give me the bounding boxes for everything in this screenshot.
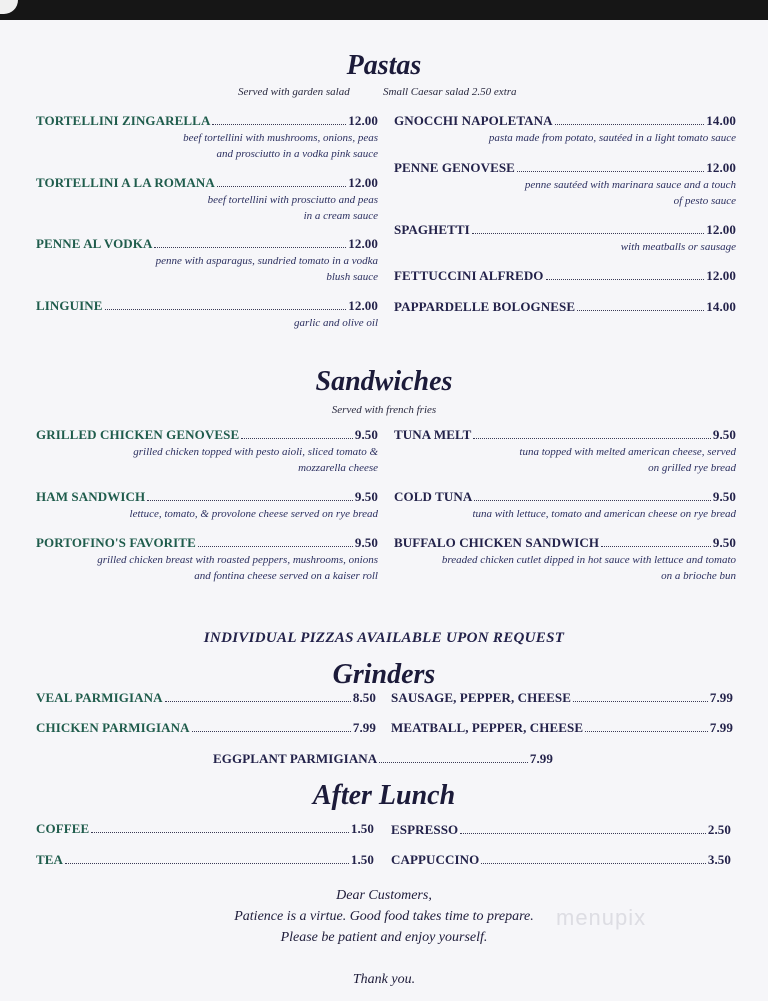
- sandwiches-title: Sandwiches: [315, 366, 453, 397]
- menu-item: [36, 489, 378, 522]
- pizza-banner: INDIVIDUAL PIZZAS AVAILABLE UPON REQUEST: [203, 630, 565, 646]
- item-description: grilled chicken topped with pesto aioli, sliced tomato & mozzarella cheese: [133, 446, 378, 474]
- item-name: TORTELLINI ZINGARELLA: [36, 113, 211, 128]
- item-name: TORTELLINI A LA ROMANA: [36, 175, 215, 190]
- menu-item: [36, 852, 374, 868]
- item-name: TEA: [36, 852, 64, 867]
- item-price: 12.00: [706, 222, 736, 237]
- item-price: 12.00: [706, 268, 736, 283]
- item-name: PORTOFINO'S FAVORITE: [36, 535, 196, 550]
- menu-item: [36, 720, 376, 736]
- menu-item: [391, 822, 731, 838]
- item-name: ESPRESSO: [391, 822, 459, 837]
- menu-item: [36, 175, 378, 224]
- item-description: breaded chicken cutlet dipped in hot sauce with lettuce and tomato on a brioche bun: [441, 554, 736, 582]
- menu-item: [394, 427, 736, 476]
- item-price: 9.50: [354, 427, 378, 442]
- menu-item: [394, 299, 736, 315]
- menu-item: [391, 720, 733, 736]
- item-name: PENNE GENOVESE: [394, 160, 515, 175]
- item-description: grilled chicken breast with roasted peppers, mushrooms, onions and fontina cheese served on a kaiser roll: [97, 554, 378, 582]
- item-name: SAUSAGE, PEPPER, CHEESE: [391, 690, 572, 705]
- top-border: [0, 0, 768, 20]
- item-name: CAPPUCCINO: [391, 852, 480, 867]
- menu-item: [391, 852, 731, 868]
- item-name: SPAGHETTI: [394, 222, 470, 237]
- item-name: GRILLED CHICKEN GENOVESE: [36, 427, 240, 442]
- item-price: 9.50: [712, 535, 736, 550]
- item-description: pasta made from potato, sautéed in a light tomato sauce: [488, 132, 736, 144]
- menu-item: [36, 298, 378, 331]
- note-patience: Patience is a virtue. Good food takes time to prepare.: [234, 909, 534, 924]
- menu-item: [213, 751, 553, 767]
- item-price: 2.50: [707, 822, 731, 837]
- menu-item: [391, 690, 733, 706]
- item-description: tuna with lettuce, tomato and american cheese on rye bread: [472, 508, 736, 520]
- item-price: 9.50: [354, 535, 378, 550]
- item-price: 12.00: [706, 160, 736, 175]
- menu-item: [36, 821, 374, 837]
- item-name: TUNA MELT: [394, 427, 472, 442]
- item-price: 14.00: [706, 299, 736, 314]
- item-name: MEATBALL, PEPPER, CHEESE: [391, 720, 584, 735]
- item-name: CHICKEN PARMIGIANA: [36, 720, 190, 735]
- item-name: GNOCCHI NAPOLETANA: [394, 113, 553, 128]
- item-price: 1.50: [350, 821, 374, 836]
- item-name: EGGPLANT PARMIGIANA: [213, 751, 378, 766]
- menu-item: [394, 535, 736, 584]
- after-lunch-title: After Lunch: [312, 780, 456, 811]
- item-name: FETTUCCINI ALFREDO: [394, 268, 544, 283]
- thank-you: Thank you.: [352, 972, 416, 987]
- item-price: 7.99: [709, 690, 733, 705]
- item-description: lettuce, tomato, & provolone cheese served on rye bread: [129, 508, 378, 520]
- menu-item: [394, 222, 736, 255]
- item-price: 1.50: [350, 852, 374, 867]
- note-greeting: Dear Customers,: [336, 888, 432, 903]
- sandwiches-subtitle: Served with french fries: [331, 404, 437, 416]
- item-name: PAPPARDELLE BOLOGNESE: [394, 299, 576, 314]
- menu-item: [36, 427, 378, 476]
- item-description: beef tortellini with mushrooms, onions, peas and prosciutto in a vodka pink sauce: [183, 132, 378, 160]
- item-price: 14.00: [706, 113, 736, 128]
- item-price: 8.50: [352, 690, 376, 705]
- grinders-title: Grinders: [332, 659, 436, 690]
- item-price: 3.50: [707, 852, 731, 867]
- item-price: 7.99: [529, 751, 553, 766]
- item-name: LINGUINE: [36, 298, 103, 313]
- menu-item: [394, 489, 736, 522]
- item-description: penne sautéed with marinara sauce and a touch of pesto sauce: [524, 179, 736, 207]
- menu-item: [36, 113, 378, 162]
- item-name: PENNE AL VODKA: [36, 236, 153, 251]
- menu-item: [36, 690, 376, 706]
- item-price: 12.00: [348, 298, 378, 313]
- menu-item: [36, 236, 378, 285]
- item-description: tuna topped with melted american cheese, served on grilled rye bread: [519, 446, 736, 474]
- item-description: with meatballs or sausage: [620, 241, 736, 253]
- item-price: 9.50: [712, 427, 736, 442]
- menu-item: [36, 535, 378, 584]
- pastas-subtitle-salad: Served with garden salad: [238, 86, 350, 98]
- menu-item: [394, 160, 736, 209]
- pastas-title: Pastas: [346, 50, 422, 81]
- item-price: 12.00: [348, 236, 378, 251]
- item-name: COFFEE: [36, 821, 90, 836]
- pastas-subtitle-caesar: Small Caesar salad 2.50 extra: [383, 86, 517, 98]
- item-price: 7.99: [352, 720, 376, 735]
- item-price: 7.99: [709, 720, 733, 735]
- item-name: VEAL PARMIGIANA: [36, 690, 163, 705]
- item-description: garlic and olive oil: [293, 317, 378, 329]
- menu-item: [394, 268, 736, 284]
- item-description: beef tortellini with prosciutto and peas in a cream sauce: [207, 194, 378, 222]
- item-price: 9.50: [712, 489, 736, 504]
- watermark: menupix: [556, 905, 647, 930]
- item-price: 12.00: [348, 175, 378, 190]
- item-name: COLD TUNA: [394, 489, 473, 504]
- item-price: 9.50: [354, 489, 378, 504]
- menu-item: [394, 113, 736, 146]
- customer-note: [0, 885, 768, 948]
- note-enjoy: Please be patient and enjoy yourself.: [280, 930, 488, 945]
- item-name: BUFFALO CHICKEN SANDWICH: [394, 535, 600, 550]
- item-description: penne with asparagus, sundried tomato in a vodka blush sauce: [155, 255, 378, 283]
- item-price: 12.00: [348, 113, 378, 128]
- item-name: HAM SANDWICH: [36, 489, 146, 504]
